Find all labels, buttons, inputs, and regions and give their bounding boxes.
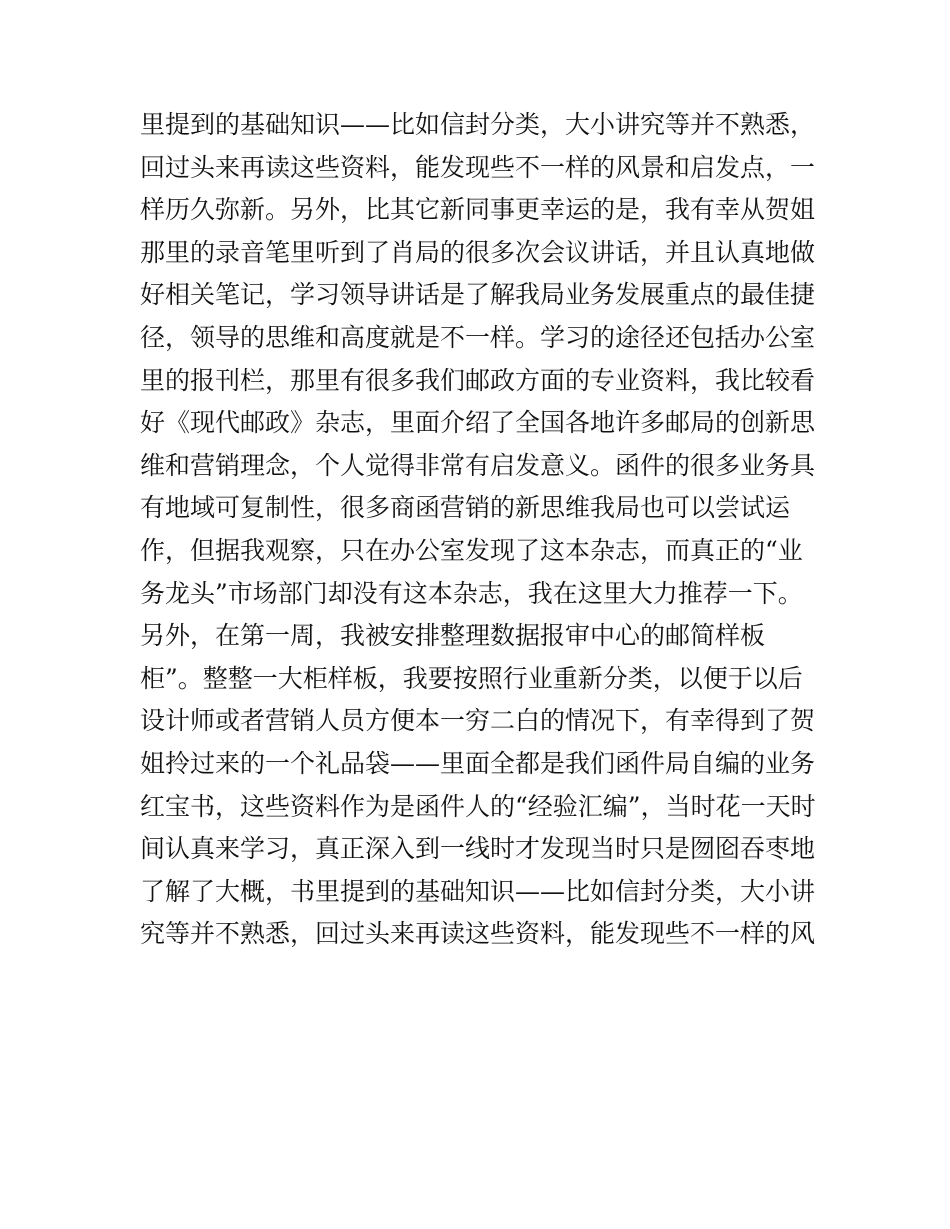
text-line: 样历久弥新。另外，比其它新同事更幸运的是，我有幸从贺姐	[140, 195, 816, 225]
text-line: 姐拎过来的一个礼品袋——里面全都是我们函件局自编的业务	[140, 748, 816, 778]
text-line: 维和营销理念，个人觉得非常有启发意义。函件的很多业务具	[140, 450, 816, 480]
text-line: 径，领导的思维和高度就是不一样。学习的途径还包括办公室	[140, 322, 816, 352]
text-line: 回过头来再读这些资料，能发现些不一样的风景和启发点，一	[140, 152, 816, 182]
text-line: 作，但据我观察，只在办公室发现了这本杂志，而真正的“业	[140, 535, 803, 565]
text-line: 有地域可复制性，很多商函营销的新思维我局也可以尝试运	[140, 493, 791, 523]
text-line: 红宝书，这些资料作为是函件人的“经验汇编”，当时花一天时	[140, 791, 816, 821]
text-line: 了解了大概，书里提到的基础知识——比如信封分类，大小讲	[140, 876, 816, 906]
text-line: 好相关笔记，学习领导讲话是了解我局业务发展重点的最佳捷	[140, 280, 816, 310]
text-line: 究等并不熟悉，回过头来再读这些资料，能发现些不一样的风	[140, 919, 816, 949]
text-line: 那里的录音笔里听到了肖局的很多次会议讲话，并且认真地做	[140, 237, 816, 267]
text-line: 里的报刊栏，那里有很多我们邮政方面的专业资料，我比较看	[140, 365, 816, 395]
text-line: 另外，在第一周，我被安排整理数据报审中心的邮简样板	[140, 621, 766, 651]
text-line: 间认真来学习，真正深入到一线时才发现当时只是囫囵吞枣地	[140, 834, 816, 864]
text-line: 柜”。整整一大柜样板，我要按照行业重新分类，以便于以后	[140, 663, 803, 693]
text-line: 务龙头”市场部门却没有这本杂志，我在这里大力推荐一下。	[140, 578, 803, 608]
text-line: 设计师或者营销人员方便本一穷二白的情况下，有幸得到了贺	[140, 706, 816, 736]
text-line: 好《现代邮政》杂志，里面介绍了全国各地许多邮局的创新思	[140, 408, 816, 438]
text-line: 里提到的基础知识——比如信封分类，大小讲究等并不熟悉，	[140, 110, 816, 139]
body-text	[140, 104, 830, 956]
